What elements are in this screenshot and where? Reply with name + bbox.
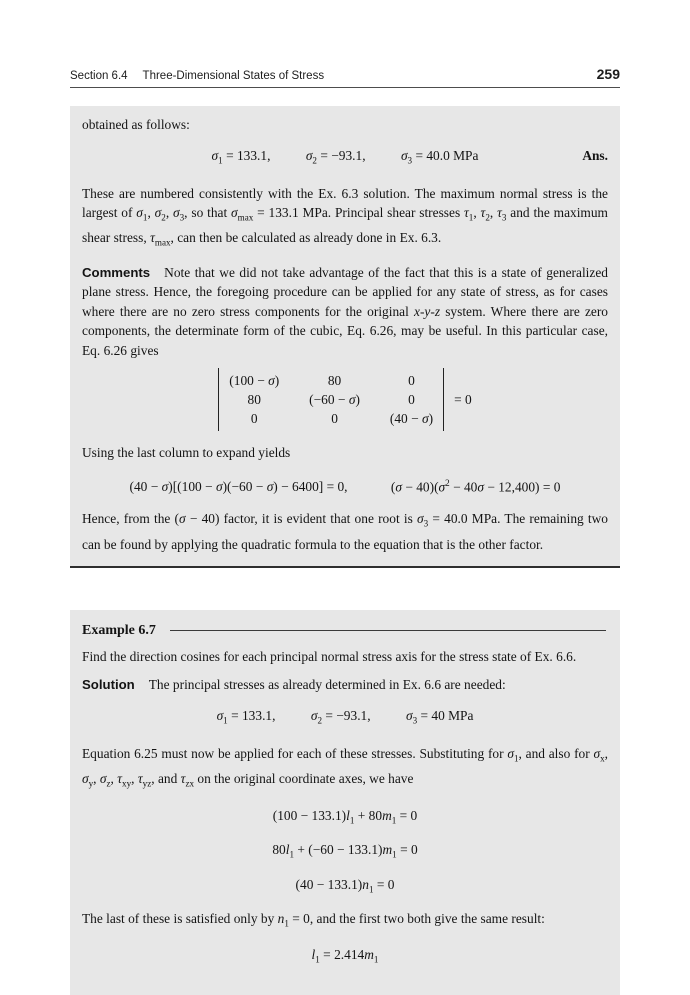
example-6-7-box xyxy=(70,610,620,995)
principal-stress-equation xyxy=(82,146,608,171)
determinant-matrix xyxy=(218,368,444,431)
conclusion-paragraph: Hence, from the (σ − 40) factor, it is evident that one root is $\sigma_3 = 40.0$ MPa. The remaining two can be found by applying the quadratic formula to the equation that is the other factor. xyxy=(82,511,608,552)
section-label: Section 6.4 xyxy=(70,70,128,82)
solution-label: Solution xyxy=(82,677,135,693)
matrix-cell: 0 xyxy=(250,411,258,427)
example-label: Example 6.7 xyxy=(82,623,156,639)
direction-equation-1: $(100 - 133.1)l_1 + 80m_1 = 0$ xyxy=(272,808,418,826)
result-equation xyxy=(82,945,608,970)
equation-term-sigma1: $\sigma_1 = 133.1$, xyxy=(216,707,276,726)
direction-equation-3: $(40 - 133.1)n_1 = 0$ xyxy=(295,876,395,895)
page-header xyxy=(70,66,620,88)
result-equation-term: $l_1 = 2.414m_1$ xyxy=(311,946,379,965)
equation-term-sigma1: $\sigma_1 = 133.1$, xyxy=(211,147,271,166)
comments-paragraph xyxy=(82,263,608,361)
matrix-cell: (40 − σ) xyxy=(389,411,434,427)
page-number: 259 xyxy=(596,66,620,82)
principal-stress-equation-ex67 xyxy=(82,706,608,731)
matrix-cell: 0 xyxy=(408,392,415,408)
expand-intro: Using the last column to expand yields xyxy=(82,445,291,461)
determinant-equation xyxy=(82,368,608,431)
example-6-6-continuation-box xyxy=(70,106,620,568)
matrix-cell: 80 xyxy=(327,373,342,389)
direction-cosine-equations xyxy=(82,806,608,900)
paragraph-last-satisfied: The last of these is satisfied only by $n_1 = 0$, and the first two both give the same result: xyxy=(82,910,545,929)
equation-term-sigma2: $\sigma_2 = -93.1$, xyxy=(310,707,371,726)
matrix-cell: (100 − σ) xyxy=(229,373,280,389)
section-title: Three-Dimensional States of Stress xyxy=(142,70,325,82)
problem-statement: Find the direction cosines for each principal normal stress axis for the stress state of Ex. 6.6. xyxy=(82,648,577,664)
equation-term-sigma3: $\sigma_3 = 40.0$ MPa xyxy=(400,147,479,166)
expanded-equation-right: $(\sigma - 40)(\sigma^2 - 40\sigma - 12,400) = 0$ xyxy=(390,477,561,494)
matrix-cell: 0 xyxy=(408,373,415,389)
solution-intro: The principal stresses as already determined in Ex. 6.6 are needed: xyxy=(148,677,506,693)
equation-term-sigma3: $\sigma_3 = 40$ MPa xyxy=(405,707,474,726)
equation-term-sigma2: $\sigma_2 = -93.1$, xyxy=(305,147,366,166)
intro-text: obtained as follows: xyxy=(82,117,190,132)
paragraph-apply-eq625: Equation 6.25 must now be applied for each of these stresses. Substituting for $\sigma_1$, and also for $\sigma_x$, $\sigma_y$, $\sigma_z$, $\tau_{xy}$, $\tau_{yz}$, and $\tau_{zx}$ on the original coordinate axes, we have xyxy=(82,745,608,789)
expanded-equation-left: (40 − σ)[(100 − σ)(−60 − σ) − 6400] = 0, xyxy=(129,478,348,494)
matrix-cell: 80 xyxy=(247,392,261,408)
determinant-equals: = 0 xyxy=(454,391,472,407)
comments-text: Note that we did not take advantage of the fact that this is a state of generalized plane stress. Hence, the foregoing procedure can be applied for any state of stress, as for cases where there are no zero stress components for the original x-y-z system. Where there are zero components, the determinate form of the cubic, Eq. 6.26, may be useful. In this particular case, Eq. 6.26 gives xyxy=(82,264,608,358)
header-left xyxy=(70,70,324,82)
example-heading xyxy=(82,621,608,641)
paragraph-numbering: These are numbered consistently with the Ex. 6.3 solution. The maximum normal stress is the largest of $\sigma_1$, $\sigma_2$, $\sigma_3$, so that $\sigma_{max} = 133.1$ MPa. Principal shear stresses $\tau_1$, $\tau_2$, $\tau_3$ and the maximum shear stress, $\tau_{max}$, can then be calculated as already done in Ex. 6.3. xyxy=(82,185,608,249)
answer-label: Ans. xyxy=(582,147,608,163)
solution-paragraph xyxy=(82,675,608,695)
direction-equation-2: $80l_1 + (-60 - 133.1)m_1 = 0$ xyxy=(272,842,418,861)
expanded-cubic-equation xyxy=(82,474,608,497)
example-heading-rule xyxy=(170,630,606,631)
comments-label: Comments xyxy=(82,264,151,280)
matrix-cell: (−60 − σ) xyxy=(309,392,360,408)
matrix-cell: 0 xyxy=(331,411,338,427)
